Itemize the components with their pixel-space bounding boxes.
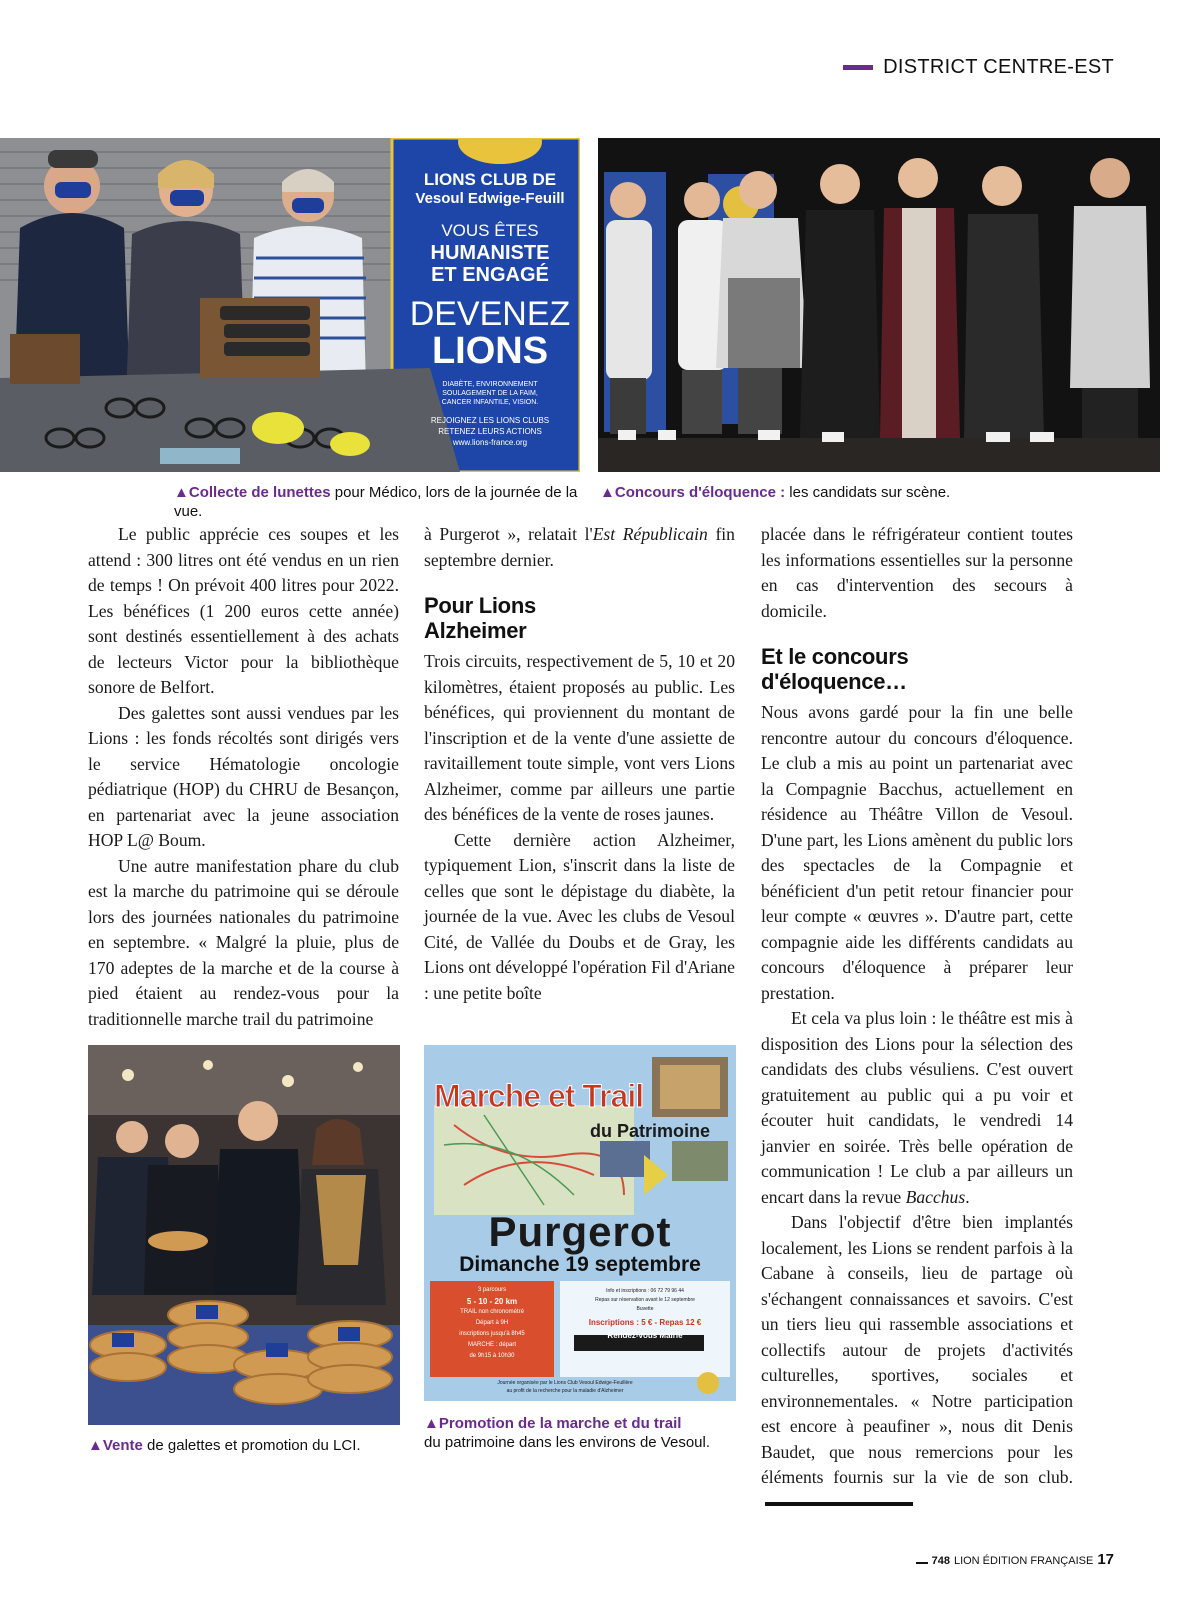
paragraph: placée dans le réfrigérateur contient toutes les informations essentielles sur la personne en cas d'intervention des secours à domicile.: [761, 524, 1073, 621]
caption-promotion-marche: [424, 1414, 744, 1452]
publication-name-footer: LION ÉDITION FRANÇAISE: [953, 1555, 1094, 1567]
paragraph: Nous avons gardé pour la fin une belle rencontre autour du concours d'éloquence. Le club a mis au point un partenariat avec la Compagnie Bacchus, actuellement en résidence au Théâtre Villon de Vesoul. D'une part, les Lions amènent du public lors des spectacles de la Compagnie et bénéficient d'un petit retour financier pour leur compte « œuvres ». D'autre part, cette compagnie aide les différents candidats au concours d'éloquence à préparer leur prestation.: [761, 702, 1073, 1003]
publication-name: Bacchus: [905, 1186, 966, 1207]
article-column-2: [424, 522, 735, 1006]
photo-collecte-lunettes: [0, 138, 580, 472]
text-run: Dans l'objectif d'être bien implantés localement, les Lions se rendent parfois à la Cabane à conseils, lieu de partage où s'échangent connaissances et savoirs. C'est un tiers lieu qui rassemble associations et collectifs autour de projets d'activités culturelles, sportives, sociales et environnementales. « Notre participation est encore à peaufiner », nous dit Denis Baudet, que nous remercions pour les éléments fournis sur la vie de son club.: [761, 1212, 1073, 1487]
poster-right-box: [562, 1287, 728, 1340]
poster-info-line: Info et inscriptions : 06 72 79 96 44: [606, 1288, 684, 1294]
paragraph: [424, 522, 735, 573]
poster-info-line: Buvette: [636, 1306, 654, 1312]
caption-highlight: Promotion de la marche et du trail: [438, 1415, 682, 1432]
banner-small-line: SOULAGEMENT DE LA FAIM,: [442, 390, 538, 397]
heading-line: Pour Lions: [424, 593, 536, 618]
caption-concours-eloquence: [600, 483, 1000, 502]
paragraph: Une autre manifestation phare du club est la marche du patrimoine qui se déroule lors des journées nationales du patrimoine en septembre. « Malgré la pluie, plus de 170 adeptes de la marche et de la course à pied étaient au rendez-vous pour la traditionnelle marche trail du patrimoine: [88, 855, 399, 1029]
text-run: .: [965, 1186, 970, 1207]
poster-marche-trail: [424, 1045, 736, 1401]
text-run: fin septembre dernier.: [424, 524, 735, 570]
section-accent-bar: [843, 65, 873, 70]
paragraph: Le public apprécie ces soupes et les attend : 300 litres ont été vendus en un rien de temps ! On prévoit 400 litres pour 2022. Les bénéfices (1 200 euros cette année) sont destinés essentiellement à des achats de lecteurs Victor pour la bibliothèque sonore de Belfort.: [88, 524, 399, 697]
poster-footer: [430, 1379, 700, 1395]
heading-concours-eloquence: [761, 644, 1073, 694]
banner-line: Vesoul Edwige-Feuill: [415, 190, 565, 207]
banner-line: LIONS: [431, 330, 549, 372]
photo-vente-galettes-art: [88, 1045, 400, 1425]
section-title: DISTRICT CENTRE-EST: [883, 56, 1114, 78]
caption-text: pour Médico, lors de la journée de la vue.: [174, 484, 578, 520]
banner-small-line: CANCER INFANTILE, VISION.: [441, 399, 539, 406]
caption-marker: ▲: [174, 484, 189, 501]
poster-info-line: MARCHE : départ: [467, 1342, 516, 1348]
photo-concours-eloquence-art: [598, 138, 1160, 472]
banner-line: HUMANISTE: [430, 242, 550, 264]
poster-footer-line: Journée organisée par le Lions Club Vesoul Edwige-Feuillère: [497, 1380, 633, 1386]
banner-line: VOUS ÊTES: [441, 221, 539, 240]
poster-subtitle: du Patrimoine: [590, 1121, 711, 1141]
paragraph: [761, 1210, 1073, 1516]
poster-info-line: Inscriptions : 5 € - Repas 12 €: [588, 1318, 702, 1327]
caption-highlight: Collecte de lunettes: [188, 484, 331, 501]
banner-small-line: RETENEZ LEURS ACTIONS: [438, 427, 542, 436]
banner-line: ET ENGAGÉ: [431, 264, 549, 286]
poster-info-line: inscriptions jusqu'à 8h45: [459, 1331, 525, 1337]
caption-vente-galettes: [88, 1436, 408, 1455]
paragraph: Trois circuits, respectivement de 5, 10 et 20 kilomètres, étaient proposés au public. Les bénéfices, qui proviennent du montant de l'inscription et de la vente d'une assiette de ravitaillement toute simple, vont vers Lions Alzheimer, comme par ailleurs une partie des bénéfices de la vente de roses jaunes.: [424, 651, 735, 824]
caption-marker: ▲: [88, 1437, 103, 1454]
paragraph: Cette dernière action Alzheimer, typiquement Lion, s'inscrit dans la liste de celles que sont le dépistage du diabète, la journée de la vue. Avec les clubs de Vesoul Cité, de Vallée du Doubs et de Gray, les Lions ont développé l'opération Fil d'Ariane : une petite boîte: [424, 829, 735, 1003]
text-run: à Purgerot », relatait l': [424, 524, 593, 544]
page-number: 17: [1097, 1551, 1114, 1568]
poster-left-box: [432, 1285, 552, 1362]
caption-collecte-lunettes: [174, 483, 594, 521]
heading-line: Alzheimer: [424, 618, 527, 643]
poster-footer-line: au profit de la recherche pour la maladie d'Alzheimer: [506, 1388, 624, 1394]
caption-text: de galettes et promotion du LCI.: [142, 1437, 361, 1454]
article-column-1: [88, 522, 399, 1032]
poster-info-line: Repas sur réservation avant le 12 septembre: [595, 1297, 695, 1303]
issue-number: 748: [931, 1555, 950, 1567]
text-run: Et cela va plus loin : le théâtre est mis à disposition des Lions pour la sélection des candidats des clubs vésuliens. C'est ouvert gratuitement au public qui a pu voir et écouter huit candidats, le vendredi 14 janvier en soirée. Très belle opération de communication ! Le club a par ailleurs un encart dans la revue: [761, 1008, 1073, 1207]
photo-concours-eloquence: [598, 138, 1160, 472]
heading-lions-alzheimer: [424, 593, 735, 643]
caption-marker: ▲: [424, 1415, 439, 1432]
poster-info-line: de 9h15 à 10h30: [469, 1353, 515, 1359]
heading-line: Et le concours: [761, 644, 909, 669]
poster-date: Dimanche 19 septembre: [459, 1253, 701, 1276]
paragraph: Des galettes sont aussi vendues par les Lions : les fonds récoltés sont dirigés vers le service Hématologie oncologie pédiatrique (HOP) du CHRU de Besançon, en partenariat avec la jeune association HOP L@ Boum.: [88, 702, 399, 850]
heading-line: d'éloquence…: [761, 669, 907, 694]
caption-text: les candidats sur scène.: [785, 484, 951, 501]
caption-highlight: Vente: [102, 1437, 143, 1454]
poster-title: Marche et Trail: [434, 1078, 644, 1114]
banner-line: LIONS CLUB DE: [423, 170, 557, 189]
poster-town: Purgerot: [488, 1208, 672, 1255]
publication-name: Est Républicain: [592, 524, 708, 544]
footer-dash: [916, 1562, 928, 1564]
banner-text: [400, 170, 580, 448]
banner-line: DEVENEZ: [409, 295, 571, 333]
section-header: [843, 56, 1114, 79]
caption-marker: ▲: [600, 484, 615, 501]
banner-small-line: DIABÈTE, ENVIRONNEMENT: [442, 381, 538, 388]
banner-small-line: www.lions-france.org: [452, 438, 528, 447]
end-of-article-rule: [765, 1502, 913, 1506]
photo-vente-galettes: [88, 1045, 400, 1425]
poster-info-line: TRAIL non chronométré: [460, 1309, 524, 1315]
caption-text: du patrimoine dans les environs de Vesoul.: [424, 1434, 711, 1451]
poster-info-line: Départ à 9H: [475, 1320, 509, 1326]
banner-small-line: REJOIGNEZ LES LIONS CLUBS: [430, 416, 550, 425]
poster-info-line: 5 - 10 - 20 km: [466, 1297, 518, 1306]
article-column-3: [761, 522, 1073, 1516]
poster-info-line: 3 parcours: [477, 1287, 507, 1293]
caption-highlight: Concours d'éloquence :: [614, 484, 786, 501]
paragraph: [761, 1006, 1073, 1210]
poster-info-line: Rendez-vous Mairie: [607, 1331, 683, 1340]
page-footer: [916, 1551, 1114, 1568]
